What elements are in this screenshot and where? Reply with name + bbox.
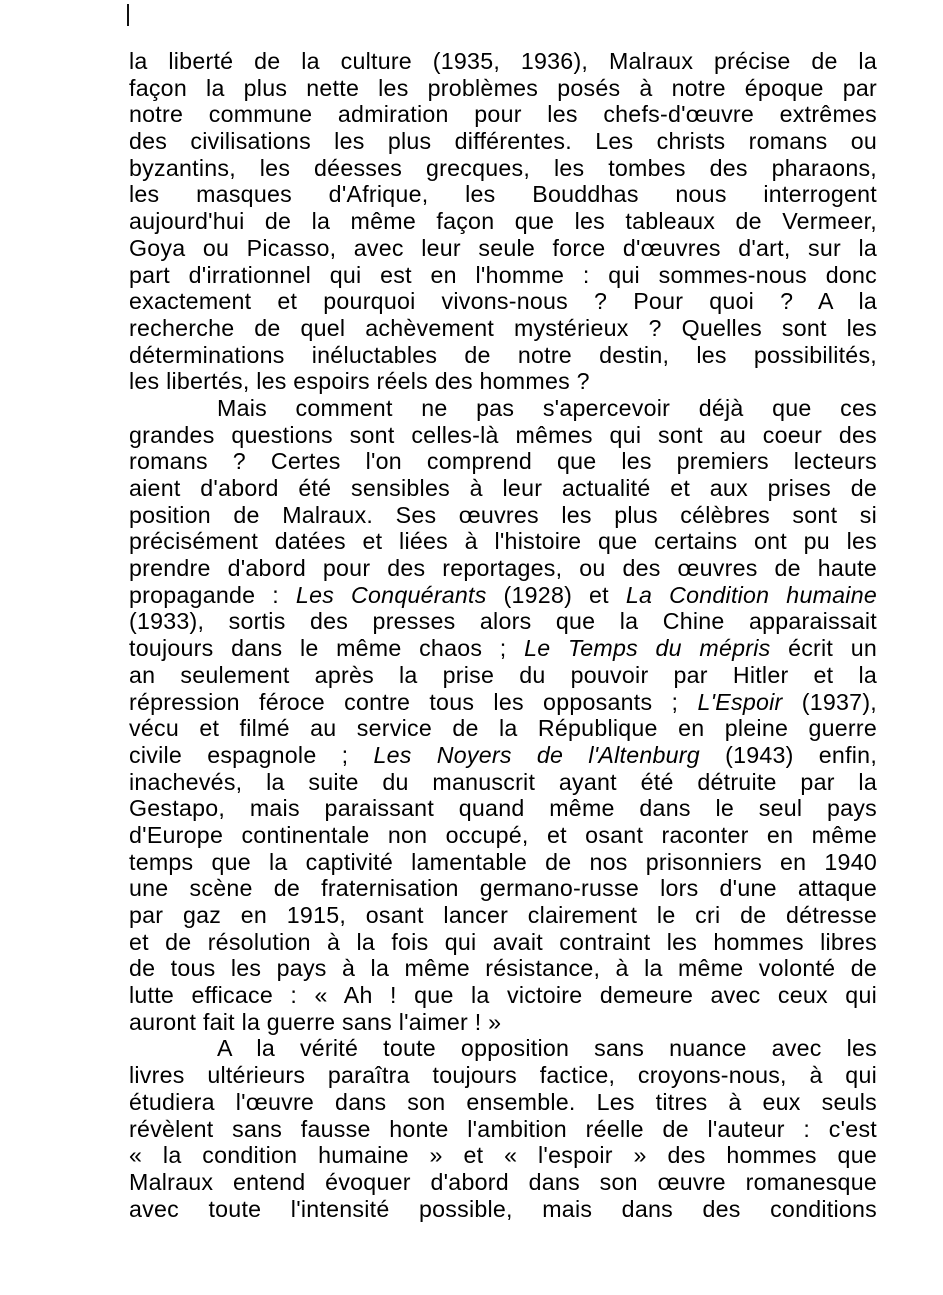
text-segment: Gestapo, mais paraissant quand même dans le seul pays <box>129 795 877 822</box>
text-line <box>129 689 877 716</box>
text-line <box>129 48 877 75</box>
text-segment: avec toute l'intensité possible, mais dans des conditions <box>129 1195 877 1222</box>
text-segment: Mais comment ne pas s'apercevoir déjà que ces <box>217 394 877 421</box>
text-segment: des civilisations les plus différentes. Les christs romans ou <box>129 128 877 155</box>
text-segment: révèlent sans fausse honte l'ambition réelle de l'auteur : c'est <box>129 1115 877 1142</box>
text-segment: propagande : <box>129 581 296 608</box>
text-line <box>129 715 877 742</box>
book-title: Le Temps du mépris <box>524 635 771 662</box>
text-line <box>129 582 877 609</box>
paragraph <box>129 1035 877 1222</box>
book-title: La Condition humaine <box>625 581 877 608</box>
text-line <box>129 315 877 342</box>
text-segment: une scène de fraternisation germano-russe lors d'une attaque <box>129 875 877 902</box>
text-line <box>129 101 877 128</box>
text-line <box>129 342 877 369</box>
text-line <box>129 982 877 1009</box>
text-segment: prendre d'abord pour des reportages, ou des œuvres de haute <box>129 555 877 582</box>
text-line <box>129 448 877 475</box>
text-segment: la liberté de la culture (1935, 1936), Malraux précise de la <box>129 48 877 74</box>
text-segment: de tous les pays à la même résistance, à la même volonté de <box>129 955 877 982</box>
paragraph <box>129 395 877 1036</box>
text-segment: « la condition humaine » et « l'espoir » des hommes que <box>129 1142 877 1169</box>
text-segment: A la vérité toute opposition sans nuance avec les <box>217 1035 877 1062</box>
book-title: Les Conquérants <box>295 581 487 608</box>
text-segment: déterminations inéluctables de notre destin, les possibilités, <box>129 341 877 368</box>
text-segment: par gaz en 1915, osant lancer clairement le cri de détresse <box>129 902 877 928</box>
text-segment: auront fait la guerre sans l'aimer ! » <box>129 1008 502 1035</box>
text-line <box>129 929 877 956</box>
text-segment: recherche de quel achèvement mystérieux ? Quelles sont les <box>129 314 877 341</box>
text-segment: répression féroce contre tous les opposants ; <box>129 688 698 715</box>
text-segment: livres ultérieurs paraîtra toujours factice, croyons-nous, à qui <box>129 1062 877 1089</box>
text-line <box>129 1062 877 1089</box>
text-line <box>129 1142 877 1169</box>
text-segment: lutte efficace : « Ah ! que la victoire demeure avec ceux qui <box>129 982 877 1009</box>
text-line <box>129 75 877 102</box>
book-title: L'Espoir <box>697 688 783 715</box>
text-segment: écrit un <box>770 635 878 662</box>
text-segment: vécu et filmé au service de la République en pleine guerre <box>129 715 877 742</box>
text-segment: byzantins, les déesses grecques, les tombes des pharaons, <box>129 154 877 181</box>
text-line <box>129 742 877 769</box>
text-line <box>129 181 877 208</box>
text-line <box>129 262 877 289</box>
text-line <box>129 208 877 235</box>
text-line <box>129 902 877 929</box>
text-line <box>129 1009 877 1036</box>
text-line <box>129 528 877 555</box>
text-line <box>129 1169 877 1196</box>
text-segment: les libertés, les espoirs réels des hommes ? <box>129 368 590 395</box>
text-segment: grandes questions sont celles-là mêmes qui sont au coeur des <box>129 421 877 448</box>
text-line <box>129 475 877 502</box>
text-line <box>129 422 877 449</box>
text-segment: Malraux entend évoquer d'abord dans son œuvre romanesque <box>129 1168 877 1195</box>
text-line <box>129 795 877 822</box>
text-line <box>129 395 877 422</box>
text-segment: étudiera l'œuvre dans son ensemble. Les titres à eux seuls <box>129 1088 877 1115</box>
text-segment: (1928) et <box>486 581 626 608</box>
text-line <box>129 635 877 662</box>
text-segment: (1943) enfin, <box>699 741 878 768</box>
text-line <box>129 555 877 582</box>
text-segment: part d'irrationnel qui est en l'homme : qui sommes-nous donc <box>129 261 877 288</box>
text-segment: inachevés, la suite du manuscrit ayant été détruite par la <box>129 768 877 795</box>
body-text <box>129 48 877 1222</box>
text-line <box>129 155 877 182</box>
text-line <box>129 288 877 315</box>
text-line <box>129 1035 877 1062</box>
text-segment: précisément datées et liées à l'histoire que certains ont pu les <box>129 528 877 555</box>
text-segment: (1933), sortis des presses alors que la Chine apparaissait <box>129 608 877 635</box>
text-segment: aujourd'hui de la même façon que les tableaux de Vermeer, <box>129 208 877 235</box>
text-segment: an seulement après la prise du pouvoir par Hitler et la <box>129 661 877 688</box>
text-line <box>129 1089 877 1116</box>
text-line <box>129 368 877 395</box>
text-segment: toujours dans le même chaos ; <box>129 635 525 662</box>
text-line <box>129 128 877 155</box>
text-line <box>129 955 877 982</box>
text-segment: aient d'abord été sensibles à leur actualité et aux prises de <box>129 475 877 501</box>
text-segment: d'Europe continentale non occupé, et osant raconter en même <box>129 821 877 848</box>
paragraph <box>129 48 877 395</box>
text-line <box>129 769 877 796</box>
text-line <box>129 608 877 635</box>
text-line <box>129 1196 877 1223</box>
text-segment: façon la plus nette les problèmes posés à notre époque par <box>129 74 877 101</box>
text-line <box>129 822 877 849</box>
text-segment: et de résolution à la fois qui avait contraint les hommes libres <box>129 928 877 955</box>
text-segment: Goya ou Picasso, avec leur seule force d'œuvres d'art, sur la <box>129 234 877 261</box>
text-line <box>129 235 877 262</box>
text-line <box>129 502 877 529</box>
text-line <box>129 849 877 876</box>
book-title: Les Noyers de l'Altenburg <box>373 741 700 768</box>
text-segment: temps que la captivité lamentable de nos prisonniers en 1940 <box>129 848 877 875</box>
text-segment: exactement et pourquoi vivons-nous ? Pour quoi ? A la <box>129 288 877 315</box>
text-segment: notre commune admiration pour les chefs-d'œuvre extrêmes <box>129 101 877 128</box>
text-segment: les masques d'Afrique, les Bouddhas nous interrogent <box>129 181 877 208</box>
text-segment: romans ? Certes l'on comprend que les premiers lecteurs <box>129 448 877 475</box>
text-line <box>129 1116 877 1143</box>
text-line <box>129 662 877 689</box>
text-segment: civile espagnole ; <box>129 741 374 768</box>
text-segment: (1937), <box>782 688 877 715</box>
text-segment: position de Malraux. Ses œuvres les plus célèbres sont si <box>129 501 877 528</box>
margin-mark <box>127 4 129 26</box>
text-line <box>129 875 877 902</box>
